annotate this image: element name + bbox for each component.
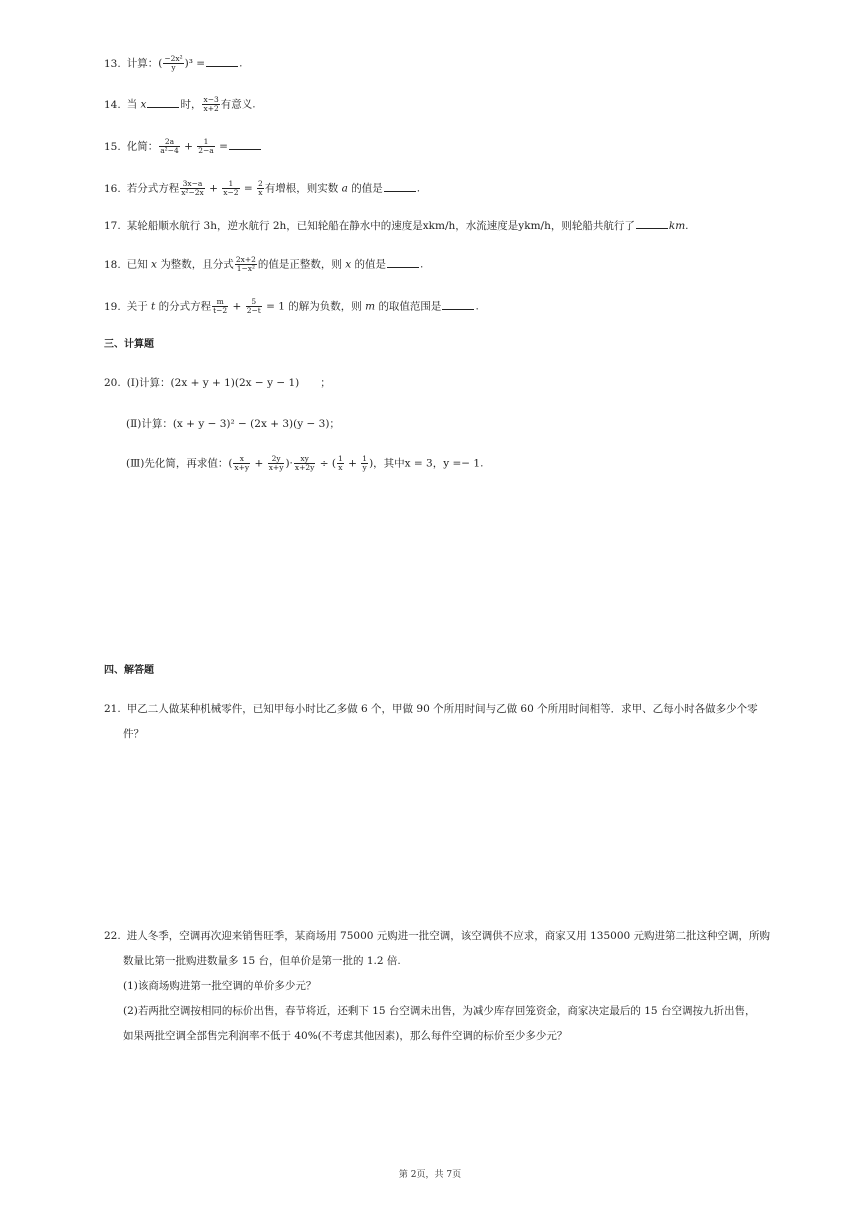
denominator: 2−t xyxy=(246,306,261,315)
denominator: t−2 xyxy=(213,306,228,315)
denominator: 1−x² xyxy=(236,264,255,273)
q16-text: . xyxy=(416,182,421,195)
q19-text: 关于 xyxy=(126,300,148,313)
q18-text: 的值是 xyxy=(354,258,386,271)
denominator: x²−2x xyxy=(181,188,204,197)
denominator: x xyxy=(258,188,263,197)
numerator: 1 xyxy=(362,454,368,463)
q21-text: 甲乙二人做某种机械零件，已知甲每小时比乙多做 6 个，甲做 90 个所用时间与乙做 60 个所用时间相等．求甲、乙每小时各做多少个零 xyxy=(126,703,758,715)
question-number: 17. xyxy=(104,220,121,232)
denominator: 2−a xyxy=(198,146,214,155)
fraction xyxy=(337,455,344,472)
numerator: 1 xyxy=(222,180,239,189)
operator: )· xyxy=(285,457,293,470)
question-14 xyxy=(104,96,256,113)
answer-blank xyxy=(387,257,419,268)
variable: x xyxy=(151,258,157,271)
fraction xyxy=(159,138,180,155)
question-22-subquestion-2: (2)若两批空调按相同的标价出售，春节将近，还剩下 15 台空调未出售，为减少库存回笼资金，商家决定最后的 15 台空调按九折出售， xyxy=(123,1005,756,1017)
answer-blank xyxy=(147,97,179,108)
fraction xyxy=(212,298,228,315)
numerator: xy xyxy=(294,455,316,464)
fraction xyxy=(246,298,262,315)
fraction xyxy=(163,55,183,72)
fraction xyxy=(257,180,264,197)
operator: + xyxy=(232,300,242,313)
operator: = xyxy=(243,182,253,195)
fraction xyxy=(233,455,250,472)
numerator: 2a xyxy=(159,138,180,147)
question-17 xyxy=(104,218,689,234)
q20-text: )，其中x = 3，y =− 1. xyxy=(369,457,484,470)
q17-text: 某轮船顺水航行 3h，逆水航行 2h，已知轮船在静水中的速度是xkm/h，水流速度是ykm/h，则轮船共航行了 xyxy=(126,220,635,232)
q13-text: . xyxy=(239,57,243,70)
denominator: a²−4 xyxy=(160,146,179,155)
operator: + xyxy=(348,457,357,470)
variable: x xyxy=(140,98,147,111)
answer-blank xyxy=(229,139,261,150)
q14-text: 有意义. xyxy=(220,98,256,111)
numerator: −2x² xyxy=(164,54,183,63)
q16-text: 若分式方程 xyxy=(126,182,180,195)
q14-text: 时， xyxy=(180,98,202,111)
fraction xyxy=(268,455,285,472)
question-number: 21. xyxy=(104,703,121,715)
q20-text: (Ⅲ)先化简，再求值：( xyxy=(126,457,233,470)
q16-text: 的值是 xyxy=(351,182,383,195)
q16-text: 有增根，则实数 xyxy=(264,182,339,195)
question-number: 19. xyxy=(104,300,121,313)
page-footer: 第 2页，共 7页 xyxy=(398,1170,462,1180)
numerator: 3x−a xyxy=(180,180,205,189)
denominator: x+y xyxy=(234,463,250,472)
question-19 xyxy=(104,298,479,315)
question-number: 13. xyxy=(104,57,121,70)
operator: + xyxy=(209,182,218,195)
variable: x xyxy=(345,258,352,271)
question-number: 20. xyxy=(104,377,121,389)
section-heading-4: 四、解答题 xyxy=(104,665,154,676)
fraction xyxy=(294,455,316,472)
question-20-part-2: (Ⅱ)计算：(x + y − 3)² − (2x + 3)(y − 3)； xyxy=(126,418,340,430)
q19-text: 的分式方程 xyxy=(158,300,212,313)
numerator: m xyxy=(212,298,228,307)
question-15 xyxy=(104,138,262,155)
question-20-part-1 xyxy=(104,375,331,391)
numerator: 2x+2 xyxy=(235,255,256,264)
q20-text: (Ⅰ)计算：(2x + y + 1)(2x − y − 1) ； xyxy=(126,377,331,389)
q15-text: 化简： xyxy=(126,140,159,153)
q22-text: 进人冬季，空调再次迎来销售旺季，某商场用 75000 元购进一批空调，该空调供不应求，商家又用 135000 元购进第二批这种空调，所购 xyxy=(126,930,771,942)
question-18 xyxy=(104,256,423,273)
question-22-subquestion-1: (1)该商场购进第一批空调的单价多少元？ xyxy=(123,980,317,992)
question-number: 14. xyxy=(104,98,121,111)
numerator: 1 xyxy=(338,454,343,463)
question-22-line-2: 数量比第一批购进数量多 15 台，但单价是第一批的 1.2 倍. xyxy=(123,955,401,967)
denominator: y xyxy=(171,63,176,72)
question-number: 22. xyxy=(104,930,121,942)
operator: + xyxy=(254,457,264,470)
q13-text: 计算：( xyxy=(126,57,163,70)
q13-text: )³ = xyxy=(184,57,206,70)
q19-text: 的取值范围是 xyxy=(378,300,442,313)
q18-text: 的值是正整数，则 xyxy=(257,258,342,271)
question-22 xyxy=(104,928,770,944)
denominator: x xyxy=(338,463,343,472)
denominator: x+2y xyxy=(294,463,315,472)
numerator: x xyxy=(233,455,250,464)
operator: = xyxy=(219,140,228,153)
q19-text: = 1 的解为负数，则 xyxy=(266,300,362,313)
numerator: x−3 xyxy=(203,95,219,104)
fraction xyxy=(197,138,215,155)
answer-blank xyxy=(206,56,238,67)
question-number: 18. xyxy=(104,258,121,271)
fraction xyxy=(222,180,239,197)
denominator: y xyxy=(362,463,367,472)
variable: m xyxy=(365,300,376,313)
denominator: x−2 xyxy=(223,188,239,197)
question-21-continued: 件？ xyxy=(123,728,144,740)
question-13 xyxy=(104,55,242,72)
q18-text: . xyxy=(419,258,424,271)
question-number: 16. xyxy=(104,182,121,195)
q19-text: . xyxy=(475,300,479,313)
numerator: 2 xyxy=(258,179,263,188)
question-20-part-3 xyxy=(126,455,483,472)
fraction xyxy=(180,180,205,197)
fraction xyxy=(361,455,368,472)
denominator: x+2 xyxy=(203,104,219,113)
variable: a xyxy=(341,182,348,195)
q14-text: 当 xyxy=(126,98,138,111)
question-22-subquestion-2-continued: 如果两批空调全部售完利润率不低于 40%(不考虑其他因素)，那么每件空调的标价至少多少元？ xyxy=(123,1030,568,1042)
answer-blank xyxy=(384,181,416,192)
fraction xyxy=(202,96,219,113)
answer-blank xyxy=(636,218,668,229)
numerator: 5 xyxy=(246,298,262,307)
q18-text: 已知 xyxy=(126,258,148,271)
numerator: 2y xyxy=(268,455,285,464)
q17-text: km. xyxy=(668,220,689,232)
operator: ÷ ( xyxy=(319,457,336,470)
section-heading-3: 三、计算题 xyxy=(104,339,154,350)
numerator: 1 xyxy=(197,138,215,147)
question-number: 15. xyxy=(104,140,121,153)
denominator: x+y xyxy=(268,463,284,472)
question-16 xyxy=(104,180,420,197)
answer-blank xyxy=(442,299,474,310)
question-21 xyxy=(104,701,758,717)
fraction xyxy=(235,256,257,273)
q18-text: 为整数，且分式 xyxy=(160,258,234,271)
operator: + xyxy=(184,140,193,153)
variable: t xyxy=(151,300,156,313)
